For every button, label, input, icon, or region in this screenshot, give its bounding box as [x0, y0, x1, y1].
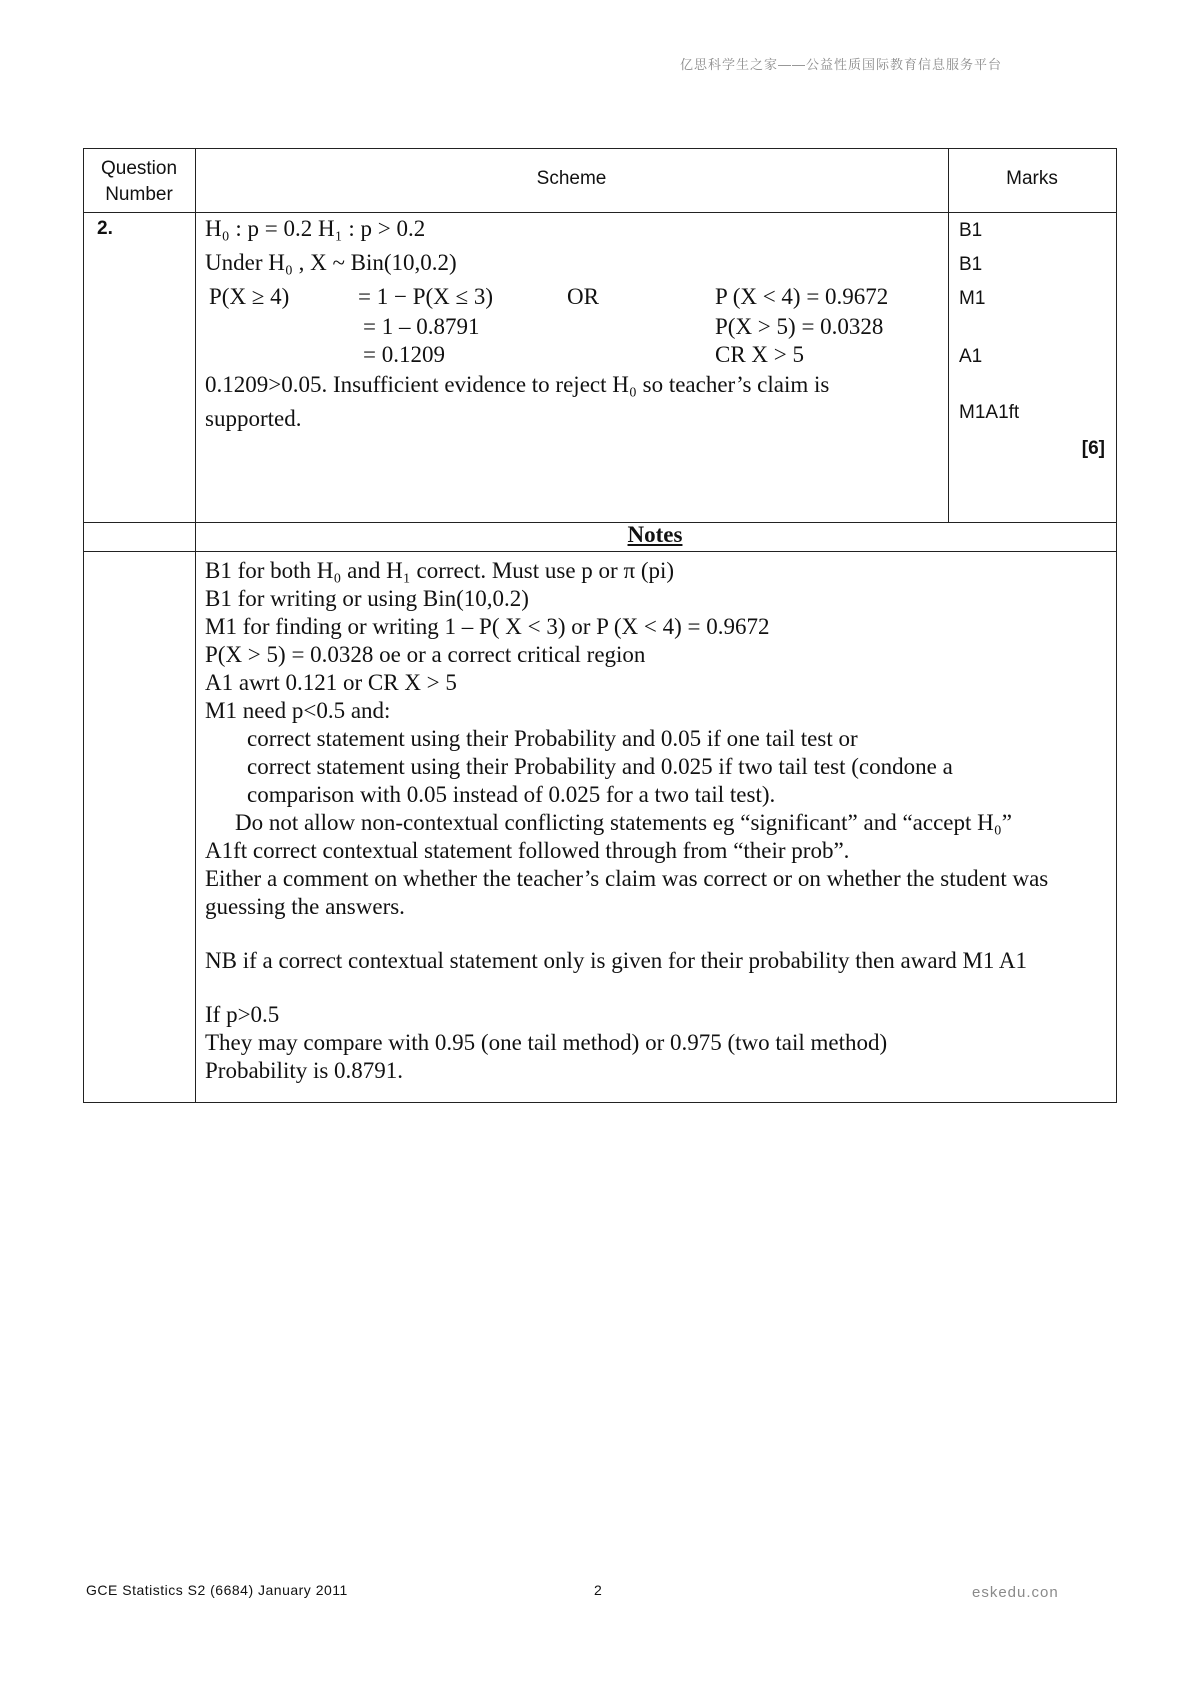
note-line: guessing the answers.	[205, 894, 405, 919]
note-line: P(X > 5) = 0.0328 oe or a correct critical region	[205, 642, 646, 667]
note-line: A1 awrt 0.121 or CR X > 5	[205, 670, 457, 695]
note-line: Do not allow non-contextual conflicting statements eg “significant” and “accept H₀”	[235, 810, 1012, 835]
probability-complement: = 1 − P(X ≤ 3)	[358, 284, 494, 309]
mark-b1-distribution: B1	[959, 254, 983, 275]
marks-header: Marks	[1006, 168, 1058, 189]
notes-title: Notes	[627, 522, 683, 547]
note-line: Either a comment on whether the teacher’s claim was correct or on whether the student was	[205, 866, 1049, 891]
table-border-left	[83, 148, 84, 1103]
table-border-top	[83, 148, 1117, 149]
scheme-header: Scheme	[536, 168, 607, 189]
conclusion-line: 0.1209>0.05. Insufficient evidence to reject H₀ so teacher’s claim is	[205, 372, 830, 397]
question-number-header: Question Number	[100, 158, 178, 205]
note-line: comparison with 0.05 instead of 0.025 for a two tail test).	[247, 782, 776, 807]
probability-result: = 0.1209	[363, 342, 445, 367]
header-divider	[83, 212, 1117, 213]
mark-b1-hypotheses: B1	[959, 220, 983, 241]
note-line: They may compare with 0.95 (one tail method) or 0.975 (two tail method)	[205, 1030, 888, 1055]
note-line: If p>0.5	[205, 1002, 280, 1027]
mark-m1a1ft-conclusion: M1A1ft	[959, 402, 1020, 423]
mark-m1-probability: M1	[959, 288, 986, 309]
or-separator: OR	[567, 284, 599, 309]
note-line: correct statement using their Probability and 0.05 if one tail test or	[247, 726, 858, 751]
probability-step: = 1 – 0.8791	[363, 314, 480, 339]
alt-cumulative-probability: P (X < 4) = 0.9672	[715, 284, 889, 309]
table-border-right	[1116, 148, 1117, 1103]
critical-region: CR X > 5	[715, 342, 805, 367]
note-line: M1 for finding or writing 1 – P( X < 3) or P (X < 4) = 0.9672	[205, 614, 770, 639]
note-line: correct statement using their Probability and 0.025 if two tail test (condone a	[247, 754, 953, 779]
note-line: Probability is 0.8791.	[205, 1058, 404, 1083]
question-number: 2.	[97, 218, 113, 239]
footer-page-number: 2	[594, 1582, 602, 1598]
table-border-bottom	[83, 1102, 1117, 1103]
distribution-line: Under H₀ , X ~ Bin(10,0.2)	[205, 250, 457, 275]
hypotheses-line: H₀ : p = 0.2 H₁ : p > 0.2	[205, 216, 426, 241]
footer-watermark: eskedu.con	[972, 1584, 1059, 1601]
conclusion-line-continued: supported.	[205, 406, 302, 431]
note-line: M1 need p<0.5 and:	[205, 698, 391, 723]
note-line: NB if a correct contextual statement only is given for their probability then award M1 A1	[205, 948, 1028, 973]
question-column-divider	[195, 148, 196, 1103]
marks-column-divider	[948, 148, 949, 522]
note-line: B1 for both H₀ and H₁ correct. Must use p or π (pi)	[205, 558, 675, 583]
total-marks: [6]	[1081, 438, 1105, 459]
notes-title-divider	[83, 551, 1117, 552]
mark-scheme-table	[83, 148, 1117, 1103]
alt-tail-probability: P(X > 5) = 0.0328	[715, 314, 884, 339]
footer-document-title: GCE Statistics S2 (6684) January 2011	[86, 1582, 348, 1598]
mark-a1-result: A1	[959, 346, 983, 367]
note-line: A1ft correct contextual statement followed through from “their prob”.	[205, 838, 850, 863]
note-line: B1 for writing or using Bin(10,0.2)	[205, 586, 529, 611]
header-watermark: 亿思科学生之家——公益性质国际教育信息服务平台	[680, 57, 1003, 72]
probability-expression: P(X ≥ 4)	[209, 284, 290, 309]
